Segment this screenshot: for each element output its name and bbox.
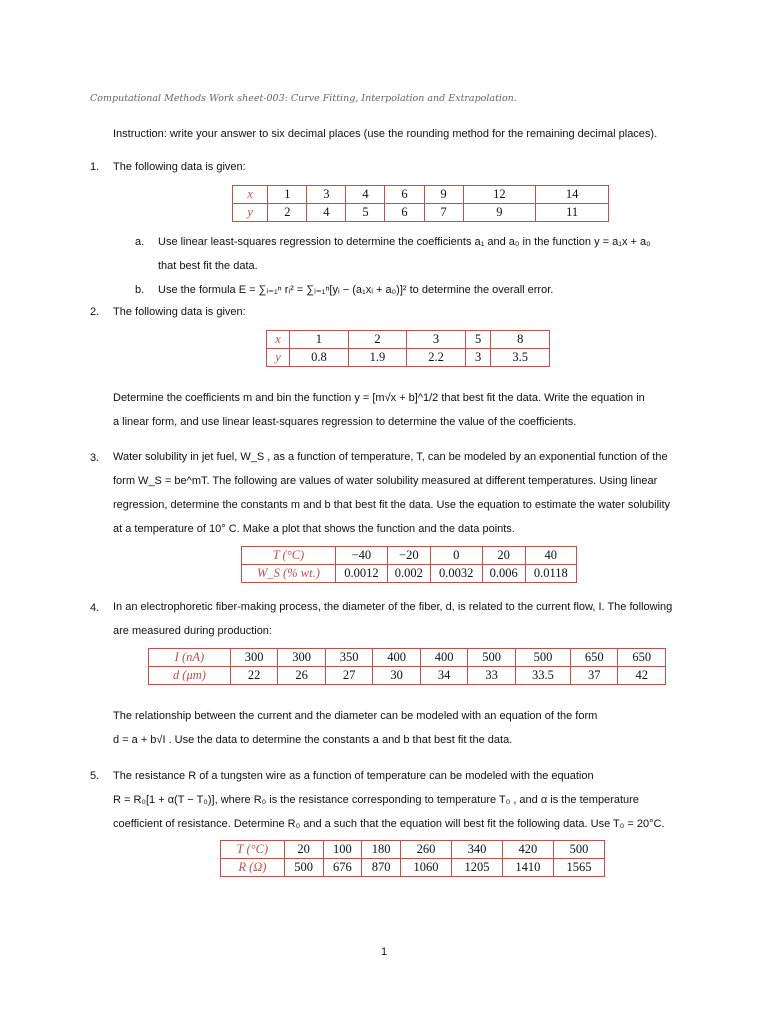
q5-line-2: R = R₀[1 + α(T − T₀)], where R₀ is the resistance corresponding to temperature T₀ , and α is the temperature <box>113 794 639 806</box>
table-cell: 30 <box>373 667 421 685</box>
q4-line-4: d = a + b√I . Use the data to determine the constants a and b that best fit the data. <box>113 734 513 746</box>
q2-number: 2. <box>90 306 100 318</box>
table-cell: 1 <box>290 331 349 349</box>
q5-number: 5. <box>90 770 100 782</box>
q2-text: The following data is given: <box>113 306 246 318</box>
q1-data-table <box>232 185 609 222</box>
table-cell: 42 <box>618 667 666 685</box>
row-header-cell: x <box>233 186 268 204</box>
table-row <box>149 667 666 685</box>
q1-text: The following data is given: <box>113 161 246 173</box>
q3-data-table <box>241 546 577 583</box>
q2-line-2: a linear form, and use linear least-squares regression to determine the value of the coefficients. <box>113 416 577 428</box>
q1-part-a-label: a. <box>135 236 145 248</box>
table-cell: 1 <box>268 186 307 204</box>
table-cell: 5 <box>465 331 491 349</box>
table-cell: 3.5 <box>491 349 550 367</box>
table-cell: 2.2 <box>407 349 466 367</box>
table-cell: 3 <box>307 186 346 204</box>
row-header-cell: R (Ω) <box>221 859 285 877</box>
table-row <box>233 186 609 204</box>
table-cell: 1565 <box>553 859 604 877</box>
q1-part-a-line1: Use linear least-squares regression to determine the coefficients a₁ and a₀ in the function y = a₁x + a₀ <box>158 236 651 248</box>
table-cell: −20 <box>387 547 430 565</box>
table-cell: 870 <box>362 859 401 877</box>
table-cell: 22 <box>230 667 278 685</box>
table-row <box>149 649 666 667</box>
table-cell: 500 <box>284 859 323 877</box>
table-cell: 40 <box>525 547 576 565</box>
table-cell: 3 <box>407 331 466 349</box>
q3-line-1: Water solubility in jet fuel, W_S , as a function of temperature, T, can be modeled by an exponential function of the <box>113 451 668 463</box>
table-cell: 7 <box>424 204 463 222</box>
q4-paragraph-2 <box>113 704 705 752</box>
table-cell: 400 <box>373 649 421 667</box>
q4-number: 4. <box>90 602 100 614</box>
table-cell: 500 <box>468 649 516 667</box>
table-cell: 4 <box>346 186 385 204</box>
table-cell: 1205 <box>451 859 502 877</box>
table-cell: 400 <box>420 649 468 667</box>
table-cell: 180 <box>362 841 401 859</box>
table-cell: 27 <box>325 667 373 685</box>
table-row <box>267 349 550 367</box>
table-cell: 9 <box>463 204 536 222</box>
table-cell: 350 <box>325 649 373 667</box>
table-cell: 14 <box>536 186 609 204</box>
q5-line-1: The resistance R of a tungsten wire as a function of temperature can be modeled with the equation <box>113 770 594 782</box>
table-cell: 0 <box>430 547 482 565</box>
table-cell: 1.9 <box>348 349 407 367</box>
row-header-cell: y <box>233 204 268 222</box>
q2-paragraph <box>113 386 705 434</box>
row-header-cell: T (°C) <box>221 841 285 859</box>
q3-line-4: at a temperature of 10° C. Make a plot that shows the function and the data points. <box>113 523 515 535</box>
table-cell: 12 <box>463 186 536 204</box>
row-header-cell: W_S (% wt.) <box>242 565 336 583</box>
table-cell: 650 <box>618 649 666 667</box>
table-cell: 26 <box>278 667 326 685</box>
page-number: 1 <box>380 946 388 958</box>
q3-number: 3. <box>90 452 100 464</box>
table-cell: 6 <box>385 204 424 222</box>
q3-paragraph <box>113 445 705 541</box>
table-cell: 500 <box>515 649 570 667</box>
table-cell: 0.002 <box>387 565 430 583</box>
q2-line-1: Determine the coefficients m and bin the function y = [m√x + b]^1/2 that best fit the data. Write the equation in <box>113 392 645 404</box>
worksheet-header: Computational Methods Work sheet-003: Curve Fitting, Interpolation and Extrapolation. <box>90 93 517 104</box>
table-cell: 37 <box>570 667 618 685</box>
table-cell: −40 <box>335 547 387 565</box>
q3-line-3: regression, determine the constants m and b that best fit the data. Use the equation to estimate the water solubility <box>113 499 671 511</box>
table-cell: 4 <box>307 204 346 222</box>
table-cell: 500 <box>553 841 604 859</box>
q3-line-2: form W_S = be^mT. The following are values of water solubility measured at different temperatures. Using linear <box>113 475 658 487</box>
table-cell: 9 <box>424 186 463 204</box>
table-cell: 650 <box>570 649 618 667</box>
table-cell: 11 <box>536 204 609 222</box>
q4-paragraph <box>113 595 705 643</box>
table-cell: 300 <box>230 649 278 667</box>
row-header-cell: I (nA) <box>149 649 231 667</box>
table-cell: 0.0032 <box>430 565 482 583</box>
q2-data-table <box>266 330 550 367</box>
table-cell: 260 <box>400 841 451 859</box>
table-cell: 20 <box>482 547 525 565</box>
table-cell: 0.0012 <box>335 565 387 583</box>
q4-line-1: In an electrophoretic fiber-making process, the diameter of the fiber, d, is related to the current flow, I. The following <box>113 601 673 613</box>
table-cell: 34 <box>420 667 468 685</box>
q1-part-b-line: Use the formula E = ∑ᵢ₌₁ⁿ rᵢ² = ∑ᵢ₌₁ⁿ[yᵢ − (a₁xᵢ + a₀)]² to determine the overall error. <box>158 284 554 296</box>
instruction-text: Instruction: write your answer to six decimal places (use the rounding method for the remaining decimal places). <box>113 128 658 140</box>
table-cell: 676 <box>323 859 362 877</box>
q1-part-b-label: b. <box>135 284 145 296</box>
table-cell: 2 <box>268 204 307 222</box>
table-cell: 100 <box>323 841 362 859</box>
table-row <box>242 547 577 565</box>
table-cell: 5 <box>346 204 385 222</box>
table-row <box>242 565 577 583</box>
q4-data-table <box>148 648 666 685</box>
table-cell: 1060 <box>400 859 451 877</box>
q1-number: 1. <box>90 161 100 173</box>
row-header-cell: y <box>267 349 290 367</box>
table-cell: 3 <box>465 349 491 367</box>
table-cell: 33 <box>468 667 516 685</box>
q5-paragraph <box>113 764 705 836</box>
q5-line-3: coefficient of resistance. Determine R₀ and a such that the equation will best fit the following data. Use T₀ = 20°C. <box>113 818 665 830</box>
q5-data-table <box>220 840 605 877</box>
table-cell: 33.5 <box>515 667 570 685</box>
table-row <box>221 841 605 859</box>
table-cell: 2 <box>348 331 407 349</box>
table-cell: 300 <box>278 649 326 667</box>
table-cell: 340 <box>451 841 502 859</box>
table-cell: 420 <box>502 841 553 859</box>
table-cell: 20 <box>284 841 323 859</box>
table-cell: 0.8 <box>290 349 349 367</box>
row-header-cell: T (°C) <box>242 547 336 565</box>
table-row <box>233 204 609 222</box>
row-header-cell: x <box>267 331 290 349</box>
table-cell: 0.006 <box>482 565 525 583</box>
table-cell: 8 <box>491 331 550 349</box>
table-cell: 6 <box>385 186 424 204</box>
table-cell: 1410 <box>502 859 553 877</box>
table-cell: 0.0118 <box>525 565 576 583</box>
table-row <box>221 859 605 877</box>
table-row <box>267 331 550 349</box>
q4-line-3: The relationship between the current and the diameter can be modeled with an equation of the form <box>113 710 598 722</box>
row-header-cell: d (μm) <box>149 667 231 685</box>
q4-line-2: are measured during production: <box>113 625 272 637</box>
q1-part-a-line2: that best fit the data. <box>158 260 258 272</box>
